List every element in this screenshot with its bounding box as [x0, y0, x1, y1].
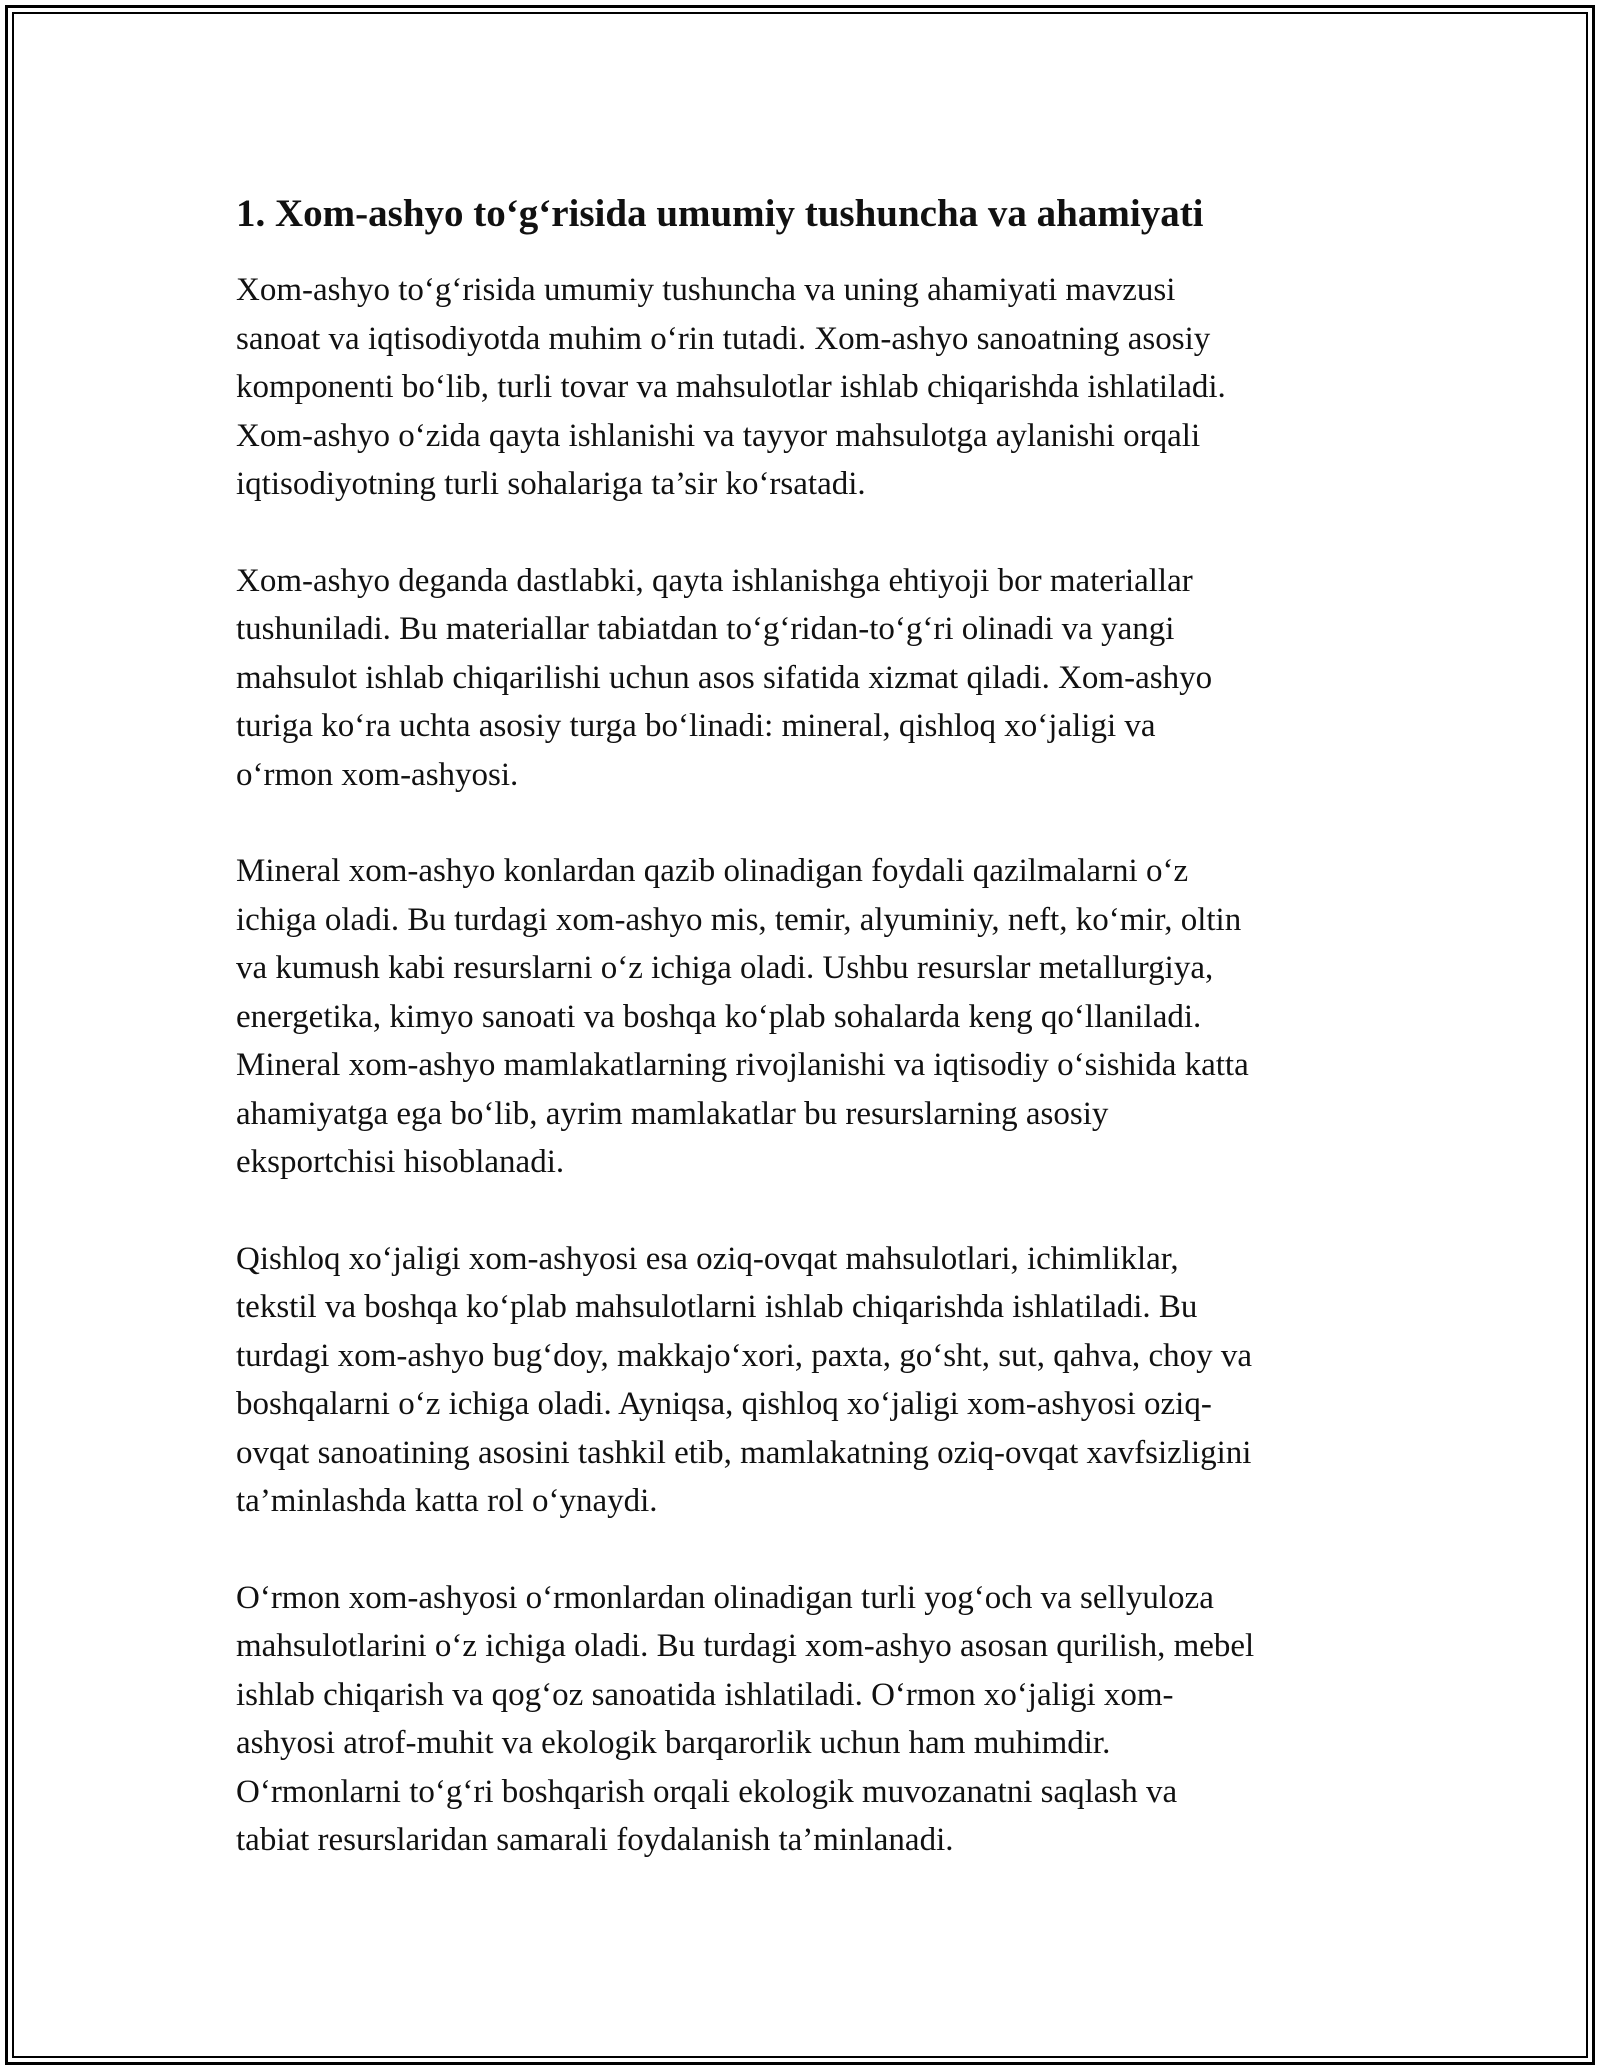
text-line: turiga ko‘ra uchta asosiy turga bo‘linadi: mineral, qishloq xo‘jaligi va	[236, 708, 1156, 744]
text-line: ishlab chiqarish va qog‘oz sanoatida ishlatiladi. O‘rmon xo‘jaligi xom-	[236, 1676, 1174, 1713]
text-line: ashyosi atrof-muhit va ekologik barqarorlik uchun ham muhimdir.	[236, 1725, 1111, 1761]
text-line: ahamiyatga ega bo‘lib, ayrim mamlakatlar bu resurslarning asosiy	[236, 1095, 1109, 1132]
text-line: boshqalarni o‘z ichiga oladi. Ayniqsa, qishloq xo‘jaligi xom-ashyosi oziq-	[236, 1386, 1212, 1422]
text-line: tekstil va boshqa ko‘plab mahsulotlarni ishlab chiqarishda ishlatiladi. Bu	[236, 1289, 1198, 1325]
text-line: va kumush kabi resurslarni o‘z ichiga oladi. Ushbu resurslar metallurgiya,	[236, 950, 1214, 986]
text-line: mahsulotlarini o‘z ichiga oladi. Bu turdagi xom-ashyo asosan qurilish, mebel	[236, 1628, 1255, 1664]
text-line: iqtisodiyotning turli sohalariga ta’sir ko‘rsatadi.	[236, 466, 866, 502]
text-line: O‘rmonlarni to‘g‘ri boshqarish orqali ekologik muvozanatni saqlash va	[236, 1773, 1178, 1810]
text-line: mahsulot ishlab chiqarilishi uchun asos sifatida xizmat qiladi. Xom-ashyo	[236, 659, 1213, 696]
text-line: Xom-ashyo o‘zida qayta ishlanishi va tayyor mahsulotga aylanishi orqali	[236, 417, 1201, 454]
text-line: eksportchisi hisoblanadi.	[236, 1144, 565, 1180]
paragraph-intro	[236, 266, 1376, 509]
text-line: Xom-ashyo deganda dastlabki, qayta ishlanishga ehtiyoji bor materiallar	[236, 562, 1193, 599]
text-line: ovqat sanoatining asosini tashkil etib, mamlakatning oziq-ovqat xavfsizligini	[236, 1434, 1252, 1471]
text-line: Qishloq xo‘jaligi xom-ashyosi esa oziq-ovqat mahsulotlari, ichimliklar,	[236, 1240, 1179, 1277]
text-line: O‘rmon xom-ashyosi o‘rmonlardan olinadigan turli yog‘och va sellyuloza	[236, 1579, 1214, 1616]
paragraph-agriculture	[236, 1235, 1376, 1526]
text-line: Mineral xom-ashyo konlardan qazib olinadigan foydali qazilmalarni o‘z	[236, 853, 1189, 889]
text-line: tushuniladi. Bu materiallar tabiatdan to‘g‘ridan-to‘g‘ri olinadi va yangi	[236, 611, 1175, 647]
text-line: ta’minlashda katta rol o‘ynaydi.	[236, 1483, 658, 1519]
text-line: turdagi xom-ashyo bug‘doy, makkajo‘xori, paxta, go‘sht, sut, qahva, choy va	[236, 1337, 1253, 1374]
text-line: ichiga oladi. Bu turdagi xom-ashyo mis, temir, alyuminiy, neft, ko‘mir, oltin	[236, 901, 1242, 938]
text-line: o‘rmon xom-ashyosi.	[236, 756, 519, 793]
section-heading: 1. Xom-ashyo to‘g‘risida umumiy tushuncha va ahamiyati	[236, 192, 1204, 235]
paragraph-definition	[236, 557, 1376, 800]
paragraph-mineral	[236, 847, 1376, 1187]
text-line: komponenti bo‘lib, turli tovar va mahsulotlar ishlab chiqarishda ishlatiladi.	[236, 369, 1226, 405]
text-line: sanoat va iqtisodiyotda muhim o‘rin tutadi. Xom-ashyo sanoatning asosiy	[236, 320, 1211, 357]
paragraph-forest	[236, 1574, 1376, 1865]
text-line: energetika, kimyo sanoati va boshqa ko‘plab sohalarda keng qo‘llaniladi.	[236, 998, 1202, 1035]
document-body	[236, 186, 1376, 1913]
text-line: tabiat resurslaridan samarali foydalanish ta’minlanadi.	[236, 1822, 954, 1858]
text-line: Mineral xom-ashyo mamlakatlarning rivojlanishi va iqtisodiy o‘sishida katta	[236, 1047, 1249, 1083]
text-line: Xom-ashyo to‘g‘risida umumiy tushuncha va uning ahamiyati mavzusi	[236, 272, 1176, 308]
